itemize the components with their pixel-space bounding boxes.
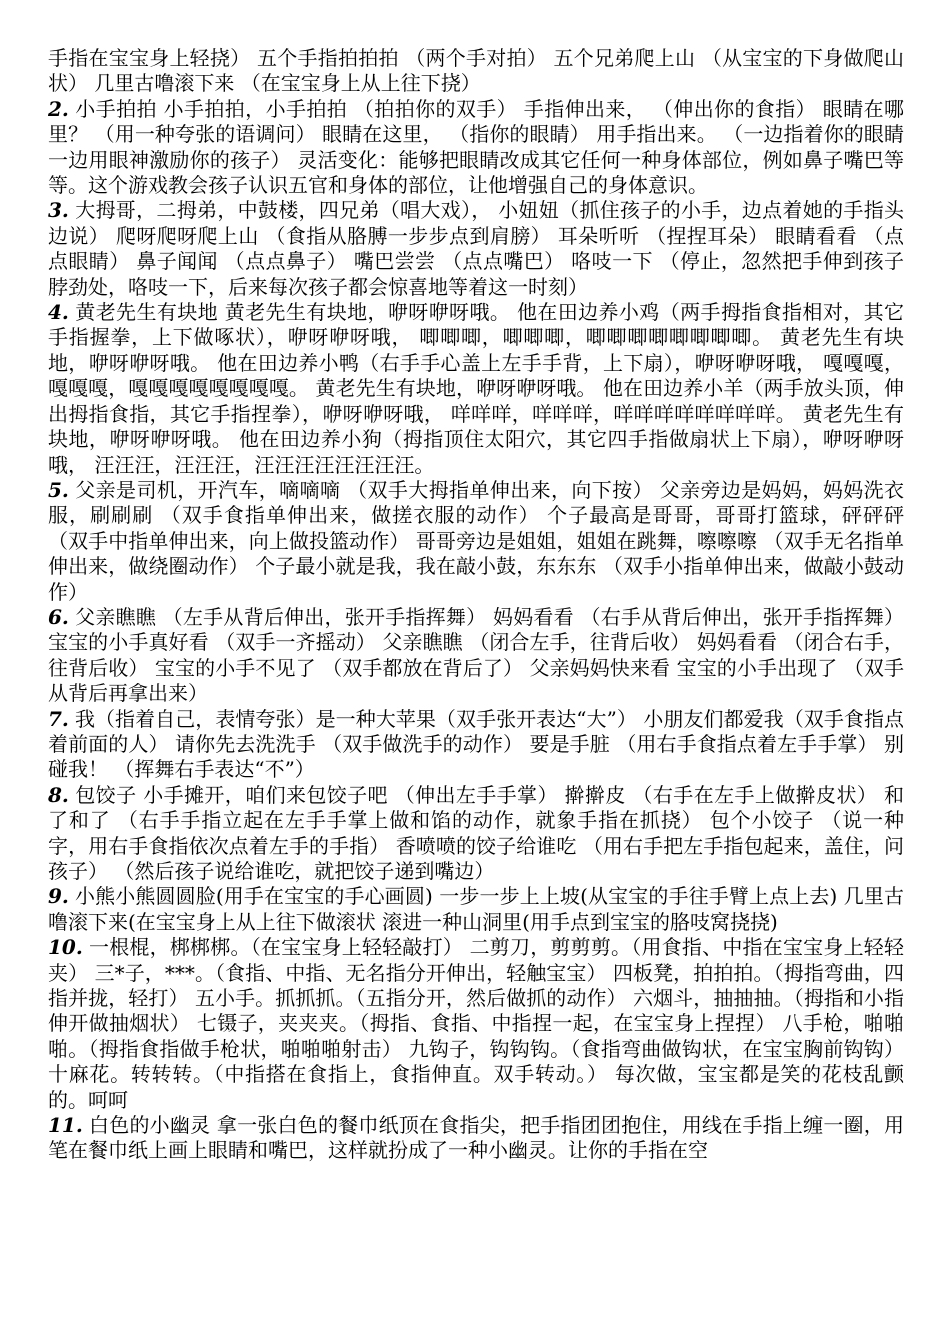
paragraph-text: 父亲是司机，开汽车，嘀嘀嘀 （双手大拇指单伸出来，向下按） 父亲旁边是妈妈，妈妈洗衣服，刷刷刷 （双手食指单伸出来，做搓衣服的动作） 个子最高是哥哥，哥哥打篮球，砰砰砰 （双手中指单伸出来，向上做投篮动作） 哥哥旁边是姐姐，姐姐在跳舞，嚓嚓嚓 （双手无名指单伸出来，做绕圈动作） 个子最小就是我，我在敲小鼓，东东东 （双手小指单伸出来，做敲小鼓动作） xyxy=(48,477,904,604)
paragraph-number: 7. xyxy=(48,706,69,731)
paragraph-number: 4. xyxy=(48,300,69,325)
paragraph-7 xyxy=(48,707,904,783)
paragraph-number: 5. xyxy=(48,477,69,502)
paragraph-text: 小手拍拍 小手拍拍，小手拍拍 （拍拍你的双手） 手指伸出来， （伸出你的食指） 眼睛在哪里？ （用一种夸张的语调问） 眼睛在这里， （指你的眼睛） 用手指出来。 （一边指着你的眼睛一边用眼神激励你的孩子） 灵活变化：能够把眼睛改成其它任何一种身体部位，例如鼻子嘴巴等等。这个游戏教会孩子认识五官和身体的部位，让他增强自己的身体意识。 xyxy=(48,96,904,198)
paragraph-text: 手指在宝宝身上轻挠） 五个手指拍拍拍 （两个手对拍） 五个兄弟爬上山 （从宝宝的下身做爬山状） 几里古噜滚下来 （在宝宝身上从上往下挠） xyxy=(48,46,904,96)
paragraph-2 xyxy=(48,97,904,199)
paragraph-10 xyxy=(48,935,904,1113)
paragraph-number: 9. xyxy=(48,884,69,909)
paragraph-text: 黄老先生有块地 黄老先生有块地，咿呀咿呀哦。 他在田边养小鸡（两手拇指食指相对，其它手指握拳，上下做啄状），咿呀咿呀哦， 唧唧唧，唧唧唧，唧唧唧唧唧唧唧唧。 黄老先生有块地，咿呀咿呀哦。 他在田边养小鸭（右手手心盖上左手手背，上下扇），咿呀咿呀哦， 嘎嘎嘎，嘎嘎嘎，嘎嘎嘎嘎嘎嘎嘎嘎。 黄老先生有块地，咿呀咿呀哦。 他在田边养小羊（两手放头顶，伸出拇指食指，其它手指捏拳），咿呀咿呀哦， 咩咩咩，咩咩咩，咩咩咩咩咩咩咩咩。 黄老先生有块地，咿呀咿呀哦。 他在田边养小狗（拇指顶住太阳穴，其它四手指做扇状上下扇），咿呀咿呀哦， 汪汪汪，汪汪汪，汪汪汪汪汪汪汪汪。 xyxy=(48,300,904,477)
document-page xyxy=(48,46,904,1336)
paragraph-number: 3. xyxy=(48,198,69,223)
paragraph-text: 小熊小熊圆圆脸(用手在宝宝的手心画圆) 一步一步上上坡(从宝宝的手往手臂上点上去) 几里古噜滚下来(在宝宝身上从上往下做滚状 滚进一种山洞里(用手点到宝宝的胳吱窝挠挠) xyxy=(48,884,904,934)
paragraph-text: 大拇哥，二拇弟，中鼓楼，四兄弟（唱大戏）， 小妞妞（抓住孩子的小手，边点着她的手指头边说） 爬呀爬呀爬上山 （食指从胳膊一步步点到肩膀） 耳朵听听 （捏捏耳朵） 眼睛看看 （点点眼睛） 鼻子闻闻 （点点鼻子） 嘴巴尝尝 （点点嘴巴） 咯吱一下 （停止，忽然把手伸到孩子脖劲处，咯吱一下，后来每次孩子都会惊喜地等着这一时刻） xyxy=(48,198,904,299)
paragraph-4 xyxy=(48,300,904,478)
paragraph-11 xyxy=(48,1113,904,1164)
paragraph-number: 8. xyxy=(48,782,69,807)
paragraph-intro xyxy=(48,46,904,97)
paragraph-text: 包饺子 小手摊开，咱们来包饺子吧 （伸出左手手掌） 擀擀皮 （右手在左手上做擀皮状） 和了和了 （右手手指立起在左手手掌上做和馅的动作，就象手指在抓挠） 包个小饺子 （说一种字，用右手食指依次点着左手的手指） 香喷喷的饺子给谁吃 （用右手把左手指包起来，盖住，问孩子） （然后孩子说给谁吃，就把饺子递到嘴边） xyxy=(48,782,904,883)
paragraph-text: 一根棍，梆梆梆。（在宝宝身上轻轻敲打） 二剪刀，剪剪剪。（用食指、中指在宝宝身上轻轻夹） 三*子，***。（食指、中指、无名指分开伸出，轻触宝宝） 四板凳，拍拍拍。（拇指弯曲，四指并拢，轻打） 五小手。抓抓抓。（五指分开，然后做抓的动作） 六烟斗，抽抽抽。（拇指和小指伸开做抽烟状） 七镊子，夹夹夹。（拇指、食指、中指捏一起，在宝宝身上捏捏） 八手枪，啪啪啪。（拇指食指做手枪状，啪啪啪射击） 九钩子，钩钩钩。（食指弯曲做钩状，在宝宝胸前钩钩） 十麻花。转转转。（中指搭在食指上，食指伸直。双手转动。） 每次做，宝宝都是笑的花枝乱颤的。呵呵 xyxy=(48,935,904,1112)
paragraph-number: 11. xyxy=(48,1113,83,1138)
paragraph-number: 2. xyxy=(48,96,69,121)
paragraph-8 xyxy=(48,783,904,885)
paragraph-5 xyxy=(48,478,904,605)
paragraph-9 xyxy=(48,884,904,935)
paragraph-6 xyxy=(48,605,904,707)
paragraph-text: 父亲瞧瞧 （左手从背后伸出，张开手指挥舞） 妈妈看看 （右手从背后伸出，张开手指挥舞） 宝宝的小手真好看 （双手一齐摇动） 父亲瞧瞧 （闭合左手，往背后收） 妈妈看看 （闭合右手，往背后收） 宝宝的小手不见了 （双手都放在背后了） 父亲妈妈快来看 宝宝的小手出现了 （双手从背后再拿出来） xyxy=(48,604,904,706)
paragraph-number: 6. xyxy=(48,604,69,629)
paragraph-3 xyxy=(48,198,904,300)
paragraph-number: 10. xyxy=(48,935,83,960)
paragraph-text: 白色的小幽灵 拿一张白色的餐巾纸顶在食指尖，把手指团团抱住，用线在手指上缠一圈，用笔在餐巾纸上画上眼睛和嘴巴，这样就扮成了一种小幽灵。让你的手指在空 xyxy=(48,1113,904,1163)
paragraph-text: 我（指着自己，表情夸张）是一种大苹果（双手张开表达“大”） 小朋友们都爱我（双手食指点着前面的人） 请你先去洗洗手 （双手做洗手的动作） 要是手脏 （用右手食指点着左手手掌） 别碰我！ （挥舞右手表达“不”） xyxy=(48,706,904,782)
